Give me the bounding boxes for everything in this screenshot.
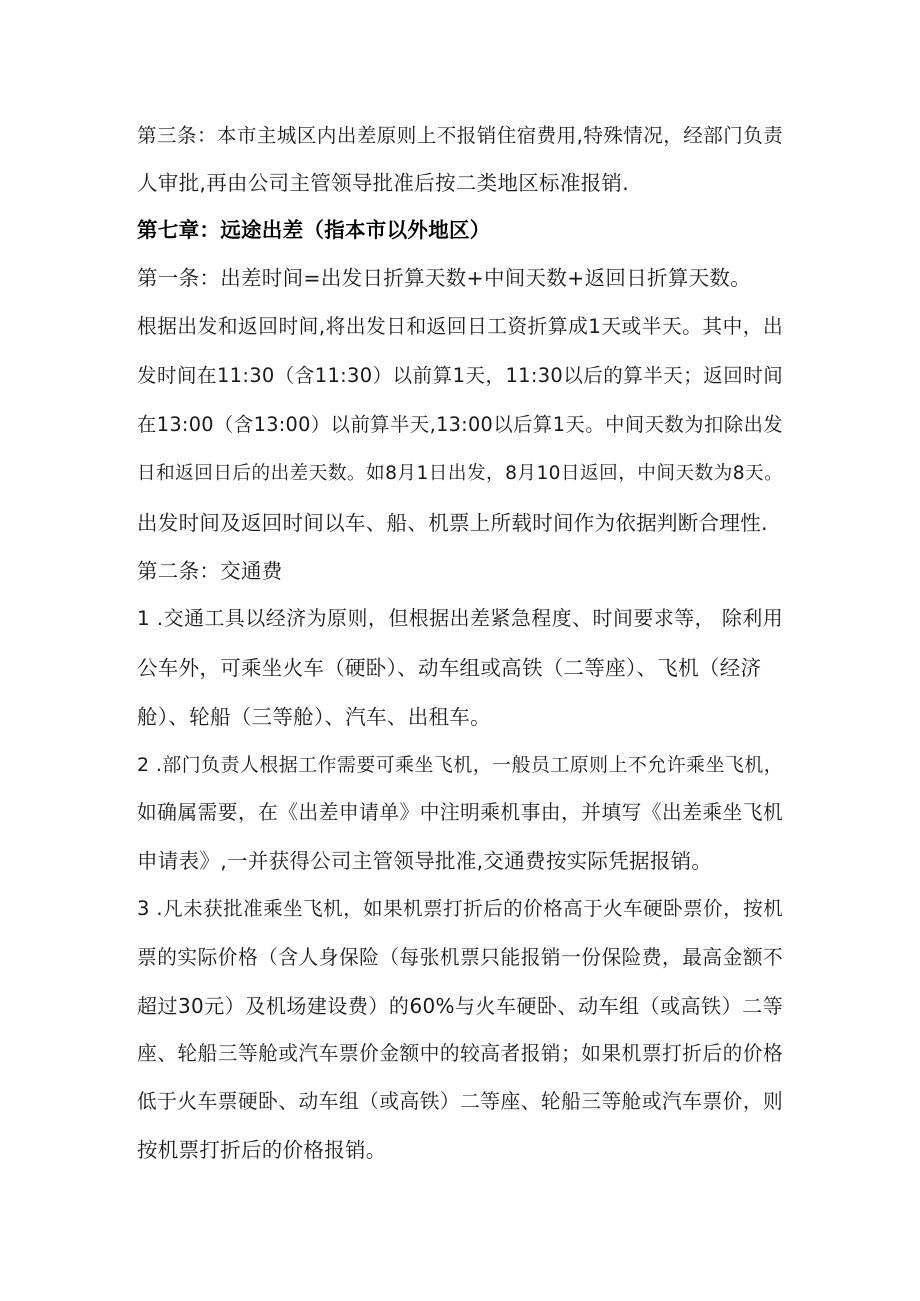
- item-1-line-2: 公车外，可乘坐火车（硬卧）、动车组或高铁（二等座）、飞机（经济: [137, 656, 762, 680]
- article-2-heading: 第二条：交通费: [137, 559, 283, 583]
- item-3-line-4: 座、轮船三等舱或汽车票价金额中的较高者报销；如果机票打折后的价格: [137, 1042, 783, 1065]
- article-1-line-1: 根据出发和返回时间,将出发日和返回日工资折算成1天或半天。其中，出: [137, 315, 783, 338]
- article-1-heading: 第一条：出差时间=出发日折算天数+中间天数+返回日折算天数。: [137, 266, 752, 290]
- chapter-7-heading: 第七章：远途出差（指本市以外地区）: [137, 218, 491, 242]
- item-3-line-5: 低于火车票硬卧、动车组（或高铁）二等座、轮船三等舱或汽车票价，则: [137, 1090, 783, 1113]
- item-3-line-1: 3 .凡未获批准乘坐飞机，如果机票打折后的价格高于火车硬卧票价，按机: [137, 897, 783, 920]
- item-2-line-1: 2 .部门负责人根据工作需要可乘坐飞机，一般员工原则上不允许乘坐飞机，: [137, 754, 783, 776]
- item-1-line-1: 1 .交通工具以经济为原则，但根据出差紧急程度、时间要求等， 除利用: [137, 607, 783, 630]
- article-1-line-3: 在13:00（含13:00）以前算半天,13:00以后算1天。中间天数为扣除出发: [137, 413, 783, 436]
- article-1-line-5: 出发时间及返回时间以车、船、机票上所载时间作为依据判断合理性.: [137, 511, 768, 535]
- article-1-line-2: 发时间在11:30（含11:30）以前算1天，11:30以后的算半天；返回时间: [137, 364, 783, 387]
- item-3-line-3: 超过30元）及机场建设费）的60%与火车硬卧、动车组（或高铁）二等: [137, 994, 783, 1018]
- item-1-line-3: 舱）、轮船（三等舱）、汽车、出租车。: [137, 705, 491, 729]
- item-2-line-2: 如确属需要，在《出差申请单》中注明乘机事由，并填写《出差乘坐飞机: [137, 801, 783, 824]
- item-2-line-3: 申请表》,一并获得公司主管领导批准,交通费按实际凭据报销。: [137, 849, 713, 873]
- article-1-line-4: 日和返回日后的出差天数。如8月1日出发，8月10日返回，中间天数为8天。: [137, 463, 783, 484]
- item-3-line-6: 按机票打折后的价格报销。: [137, 1138, 387, 1162]
- item-3-line-2: 票的实际价格（含人身保险（每张机票只能报销一份保险费，最高金额不: [137, 946, 783, 969]
- article-3-line-1: 第三条：本市主城区内出差原则上不报销住宿费用,特殊情况，经部门负责: [137, 124, 783, 147]
- article-3-line-2: 人审批,再由公司主管领导批准后按二类地区标准报销.: [137, 171, 630, 195]
